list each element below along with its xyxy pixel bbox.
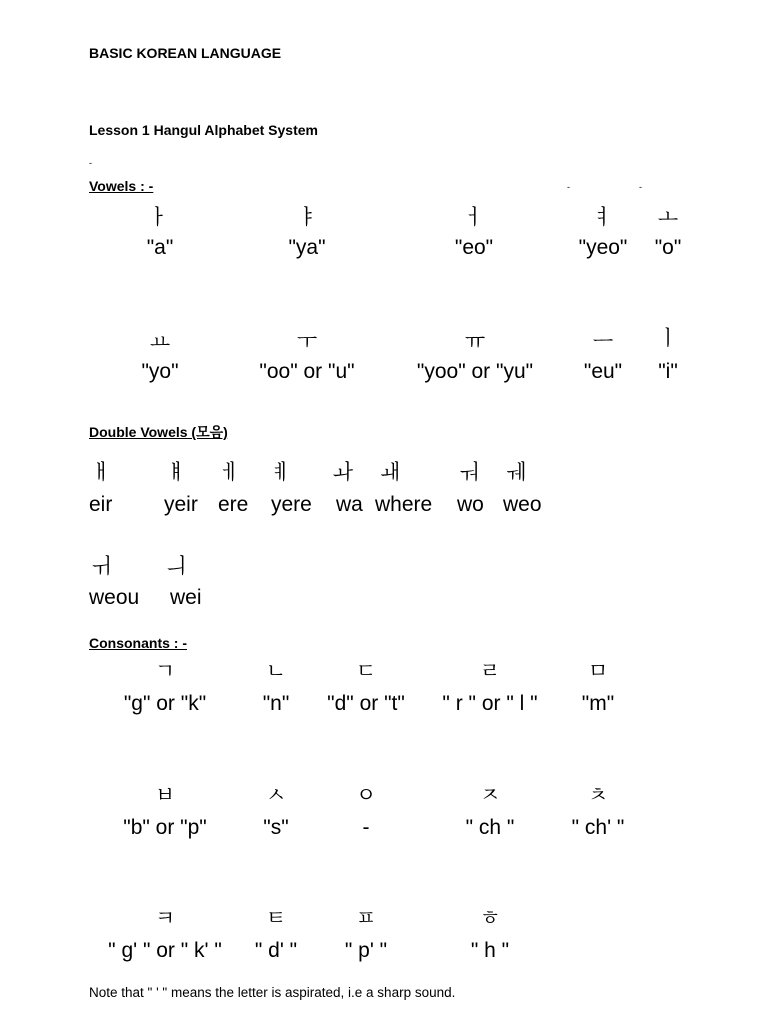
consonant-letter: ㅇ — [355, 783, 377, 807]
double-vowel-roman: ere — [218, 493, 249, 516]
consonant-roman: "n" — [262, 692, 290, 715]
double-vowel-letter: ㅘ — [332, 460, 354, 484]
consonant-letter: ㄷ — [355, 659, 377, 683]
consonant-roman: " ch' " — [571, 816, 625, 839]
double-vowel-roman: wei — [170, 586, 202, 609]
vowel-roman: "yeo" — [578, 236, 628, 259]
double-vowel-letter: ㅐ — [90, 460, 112, 484]
double-vowel-roman: yeir — [164, 493, 198, 516]
vowel-roman: "ya" — [288, 236, 326, 259]
consonant-letter: ㅍ — [355, 906, 377, 930]
double-vowels-heading: Double Vowels (모음) — [89, 424, 228, 440]
consonant-roman: "m" — [581, 692, 615, 715]
document-title: BASIC KOREAN LANGUAGE — [89, 45, 282, 61]
consonant-roman: " r " or " l " — [442, 692, 538, 715]
consonants-heading: Consonants : - — [89, 635, 187, 651]
vowel-roman: "o" — [654, 236, 682, 259]
double-vowel-letter: ㅞ — [505, 460, 527, 484]
consonant-roman: "g" or "k" — [123, 692, 207, 715]
vowels-heading: Vowels : - — [89, 178, 154, 194]
vowel-roman: "yoo" or "yu" — [416, 360, 534, 383]
consonant-letter: ㅂ — [154, 783, 176, 807]
double-vowel-letter: ㅟ — [90, 554, 112, 578]
stray-dash: - — [567, 182, 570, 192]
vowel-letter: ㅠ — [464, 330, 486, 354]
vowel-roman: "yo" — [141, 360, 179, 383]
consonant-letter: ㄹ — [479, 659, 501, 683]
vowel-roman: "a" — [146, 236, 174, 259]
double-vowel-roman: eir — [89, 493, 113, 516]
consonant-letter: ㅁ — [587, 659, 609, 683]
vowel-letter: ㅕ — [592, 205, 614, 229]
vowel-letter: ㅏ — [147, 205, 169, 229]
double-vowel-letter: ㅙ — [379, 460, 401, 484]
consonant-roman: " g' " or " k' " — [108, 939, 222, 962]
stray-dash: - — [639, 182, 642, 192]
consonant-roman: "b" or "p" — [123, 816, 207, 839]
vowel-roman: "i" — [658, 360, 678, 383]
consonant-roman: " h " — [470, 939, 510, 962]
double-vowel-letter: ㅒ — [165, 460, 187, 484]
consonant-roman: " d' " — [254, 939, 298, 962]
consonant-letter: ㅌ — [265, 906, 287, 930]
consonant-roman: " ch " — [465, 816, 515, 839]
vowel-letter: ㅛ — [149, 330, 171, 354]
double-vowel-roman: wo — [457, 493, 484, 516]
double-vowel-roman: wa — [336, 493, 363, 516]
vowel-letter: ㅓ — [463, 205, 485, 229]
double-vowel-roman: yere — [271, 493, 312, 516]
consonant-roman: - — [362, 816, 370, 839]
consonant-letter: ㅊ — [587, 783, 609, 807]
consonant-roman: " p' " — [344, 939, 388, 962]
vowel-letter: ㅗ — [657, 205, 679, 229]
consonant-roman: "d" or "t" — [327, 692, 405, 715]
lesson-title: Lesson 1 Hangul Alphabet System — [89, 122, 318, 138]
consonant-roman: "s" — [263, 816, 289, 839]
consonant-letter: ㅎ — [479, 906, 501, 930]
consonant-letter: ㄴ — [265, 659, 287, 683]
double-vowel-roman: weo — [503, 493, 542, 516]
vowel-roman: "eu" — [583, 360, 623, 383]
vowel-letter: ㅡ — [592, 330, 614, 354]
consonant-letter: ㅅ — [265, 783, 287, 807]
consonant-letter: ㅋ — [154, 906, 176, 930]
double-vowel-roman: weou — [89, 586, 140, 609]
aspiration-note: Note that " ' " means the letter is aspirated, i.e a sharp sound. — [89, 985, 456, 1000]
double-vowel-roman: where — [375, 493, 433, 516]
vowel-letter: ㅑ — [296, 205, 318, 229]
double-vowel-letter: ㅖ — [270, 460, 292, 484]
stray-dash: - — [89, 158, 92, 168]
consonant-letter: ㅈ — [479, 783, 501, 807]
consonant-letter: ㄱ — [154, 659, 176, 683]
vowel-letter: ㅣ — [657, 326, 679, 350]
vowel-roman: "eo" — [454, 236, 494, 259]
double-vowel-letter: ㅝ — [458, 460, 480, 484]
vowel-roman: "oo" or "u" — [259, 360, 355, 383]
double-vowel-letter: ㅔ — [219, 460, 241, 484]
double-vowel-letter: ㅢ — [165, 554, 187, 578]
vowel-letter: ㅜ — [296, 330, 318, 354]
